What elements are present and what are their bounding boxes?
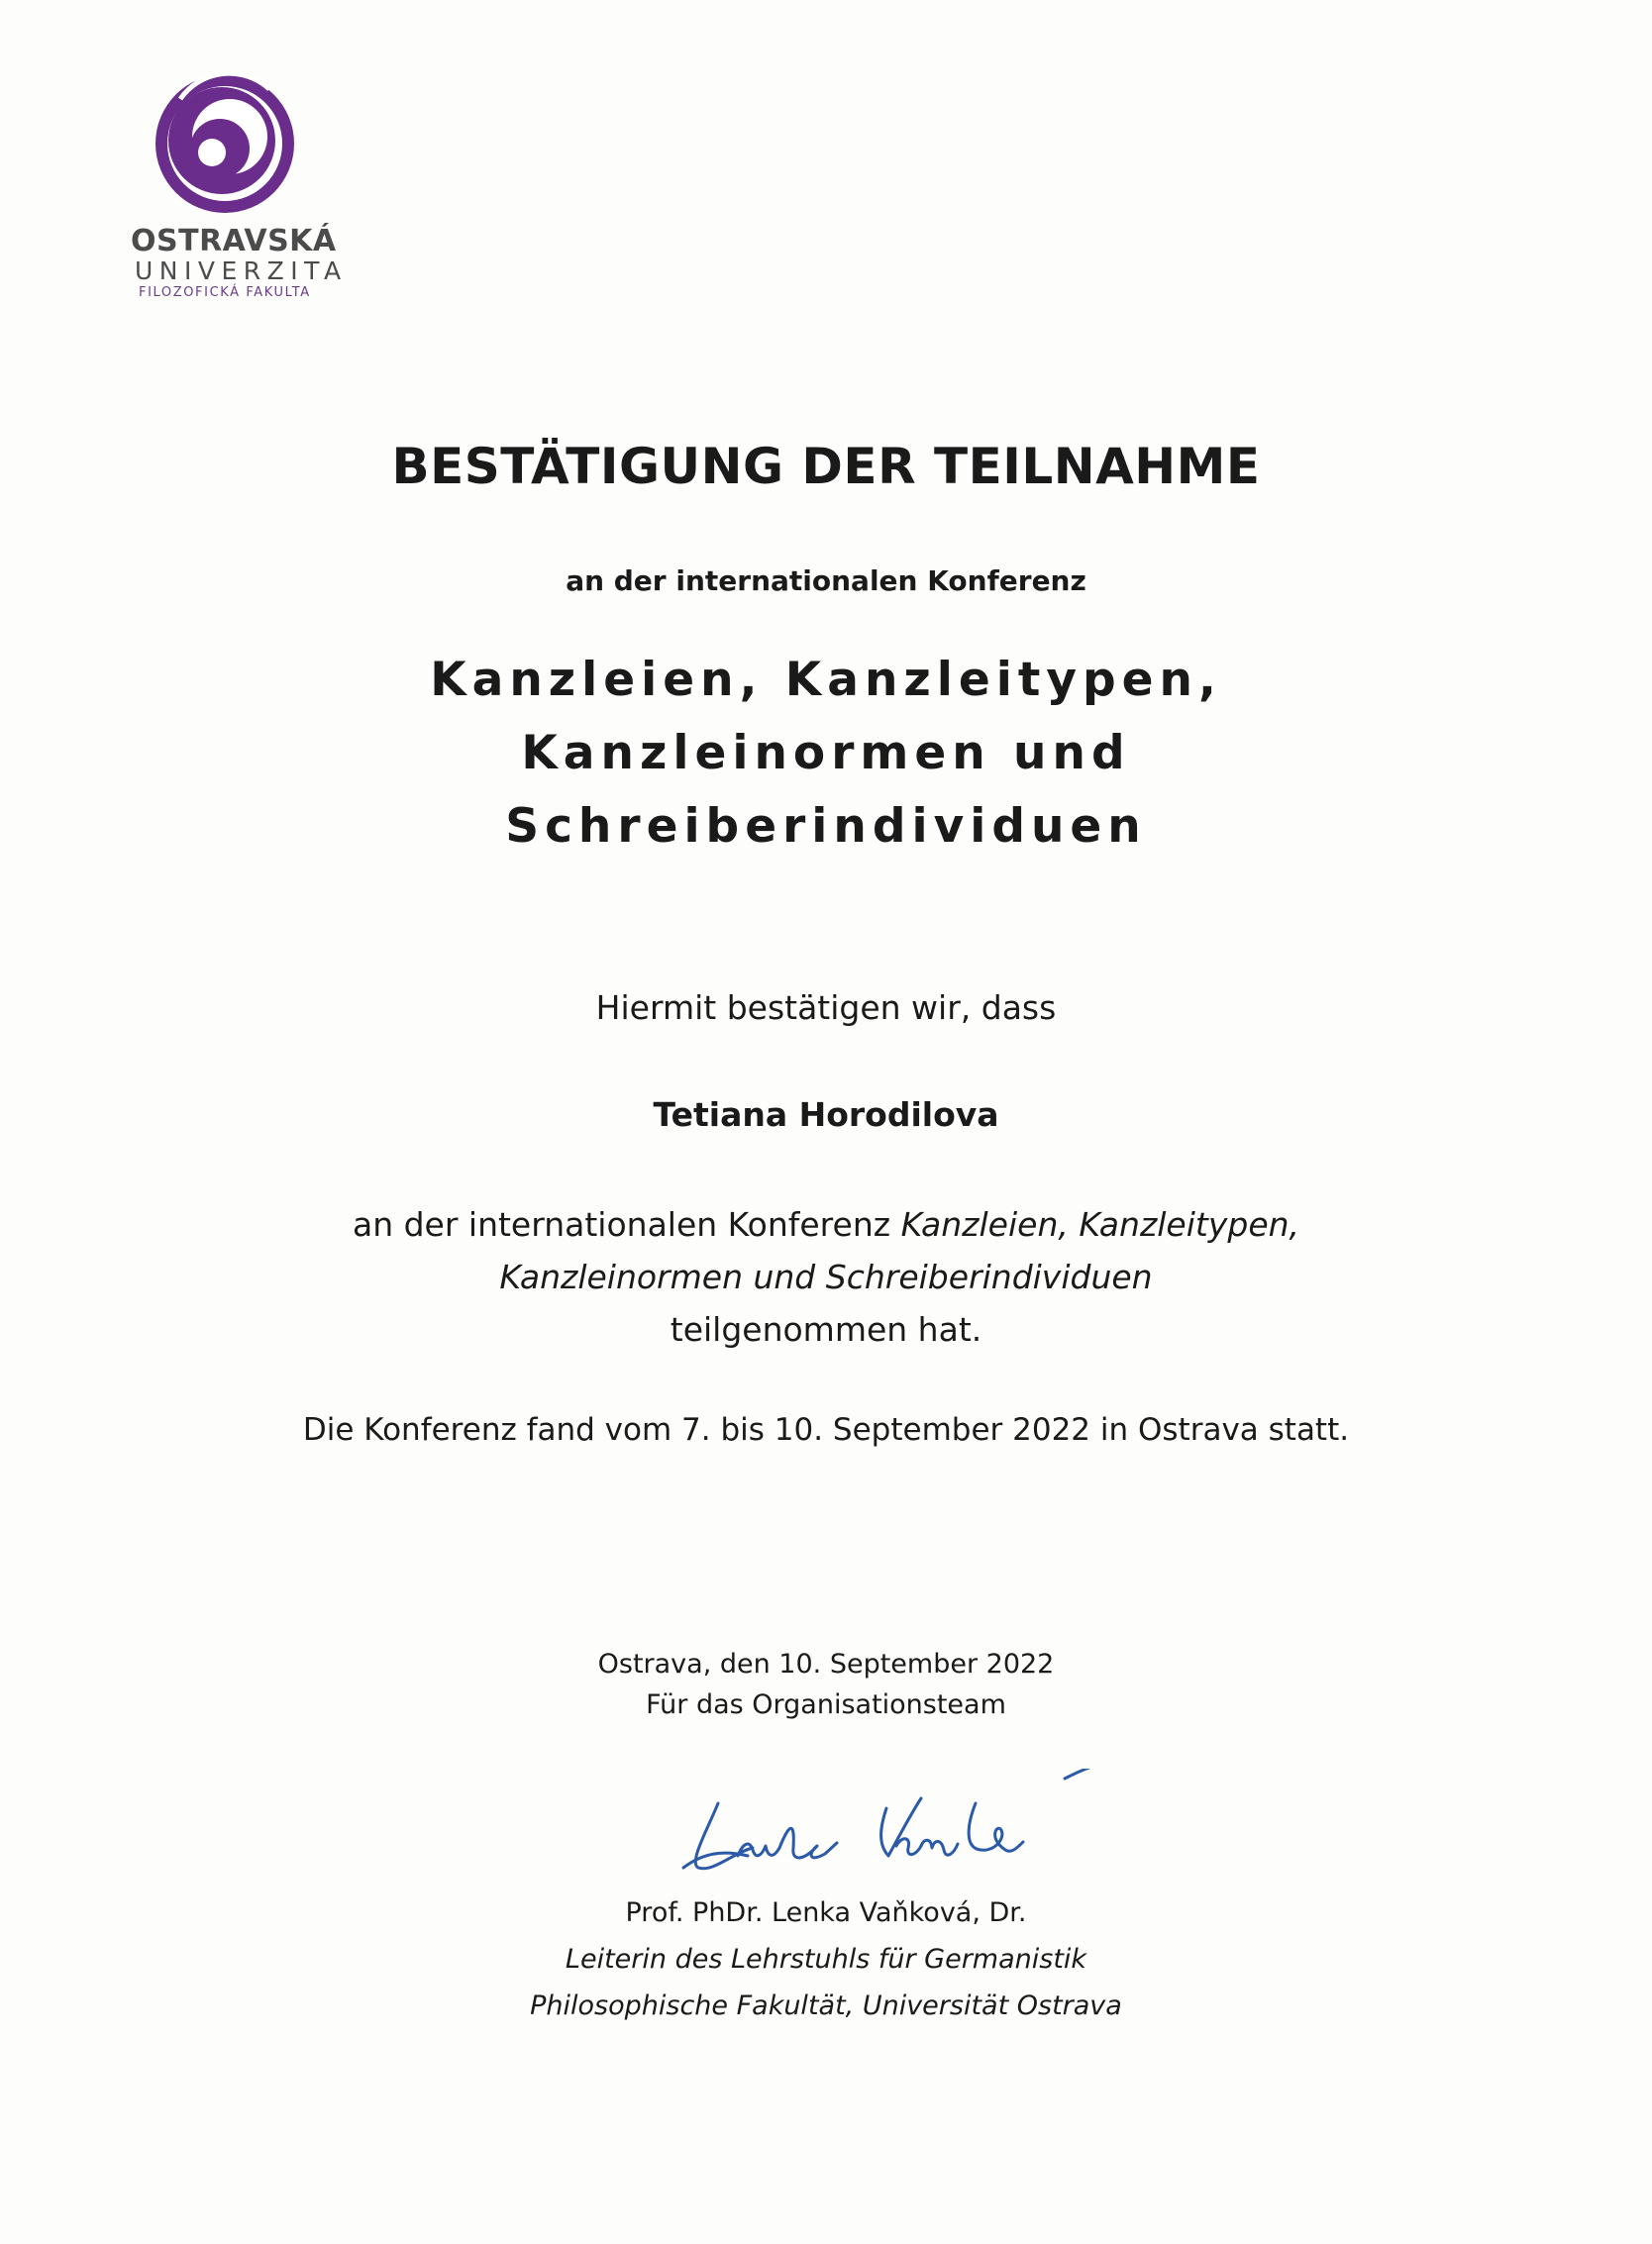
signer-name: Prof. PhDr. Lenka Vaňková, Dr. [625,1897,1027,1928]
signer-affiliation: Philosophische Fakultät, Universität Ostrava [530,1990,1122,2021]
handwritten-signature [678,1769,1124,1878]
conference-name-line: Schreiberindividuen [505,799,1147,854]
conference-name-line: Kanzleinormen und [521,726,1131,780]
signer-block [0,1889,1652,2029]
venue-statement: Die Konferenz fand vom 7. bis 10. September 2022 in Ostrava statt. [302,1412,1350,1448]
conference-name-line: Kanzleien, Kanzleitypen, [430,653,1222,707]
university-logo [127,69,348,300]
on-behalf-line: Für das Organisationsteam [646,1689,1006,1720]
participation-conference-line2: Kanzleinormen und Schreiberindividuen [499,1258,1153,1296]
participation-statement [0,1198,1652,1356]
certificate-subtitle: an der internationalen Konferenz [566,564,1086,597]
participant-name: Tetiana Horodilova [653,1095,999,1134]
participation-suffix: teilgenommen hat. [670,1310,982,1349]
certificate-title: BESTÄTIGUNG DER TEILNAHME [391,438,1261,495]
logo-university-name: OSTRAVSKÁ [131,224,337,258]
place-date: Ostrava, den 10. September 2022 [597,1649,1055,1680]
logo-faculty-name: FILOZOFICKÁ FAKULTA [139,285,311,300]
place-date-block [0,1644,1652,1725]
participation-prefix: an der internationalen Konferenz [352,1205,891,1244]
ostravska-univerzita-swirl-icon [151,69,299,218]
conference-name [0,644,1652,864]
intro-text: Hiermit bestätigen wir, dass [595,988,1057,1027]
signer-role: Leiterin des Lehrstuhls für Germanistik [565,1944,1087,1975]
participation-conference-line1: Kanzleien, Kanzleitypen, [900,1205,1300,1244]
logo-university-word: UNIVERZITA [135,256,348,285]
